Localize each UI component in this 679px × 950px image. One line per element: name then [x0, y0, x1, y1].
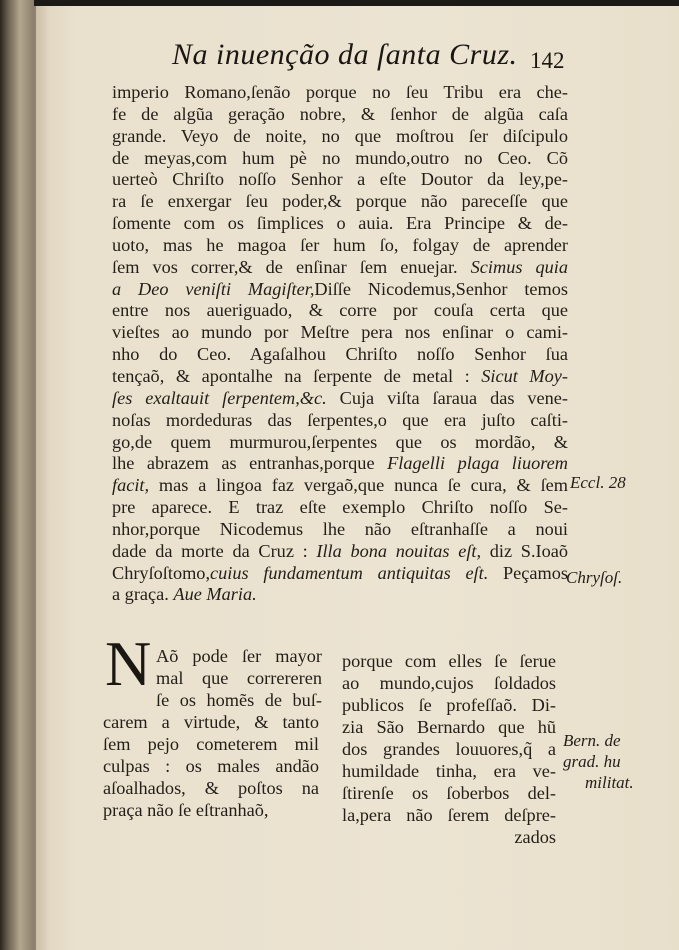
text-line: Chryſoſtomo,cuius fundamentum antiquitas eſt. Peçamos	[112, 562, 568, 583]
text-line: humildade tinha, era ve-	[342, 761, 556, 781]
text-line: a Deo veniſti Magiſter,Diſſe Nicodemus,Senhor temos	[112, 278, 568, 299]
text-line: publicos ſe profeſſaõ. Di-	[342, 695, 556, 715]
text-line: ſem pejo cometerem mil	[103, 734, 319, 754]
text-line: dade da morte da Cruz : Illa bona nouitas eſt, diz S.Ioaõ	[112, 540, 568, 561]
text-line: grande. Veyo de noite, no que moſtrou ſer diſcipulo	[112, 125, 568, 146]
text-line: la,pera não ſerem deſpre-	[342, 805, 556, 825]
text-line: nho do Ceo. Agaſalhou Chriſto noſſo Senhor ſua	[112, 344, 568, 365]
text-line: ra ſe enxergar ſeu poder,& porque não pareceſſe que	[112, 191, 568, 212]
text-line: imperio Romano,ſenão porque no ſeu Tribu era che-	[112, 82, 568, 102]
text-line: lhe abrazem as entranhas,porque Flagelli plaga liuorem	[112, 453, 568, 474]
column-left-bottom	[103, 711, 319, 821]
text-line: mal que correreren	[156, 668, 322, 688]
text-line: dos grandes louuores,q̃ a	[342, 739, 556, 759]
margin-note-chrys: Chryſoſ.	[566, 568, 623, 587]
text-line: noſas mordeduras das ſerpentes,o que era juſto caſti-	[112, 409, 568, 430]
text-line: facit, mas a lingoa faz vergaõ,que nunca ſe cura, & ſem	[112, 475, 568, 496]
text-line: de meyas,com hum pè no mundo,outro no Ceo. Cõ	[112, 147, 568, 168]
text-line: ao mundo,cujos ſoldados	[342, 673, 556, 693]
text-line: ſomente com os ſimplices o auia. Era Principe & de-	[112, 213, 568, 234]
margin-note-bern-1: Bern. de	[563, 731, 621, 750]
text-line: a graça. Aue Maria.	[112, 584, 257, 605]
running-head: Na inuenção da ſanta Cruz.	[172, 38, 518, 71]
column-left-top	[156, 645, 322, 711]
main-text-block	[112, 82, 568, 606]
text-line: vieſtes ao mundo por Meſtre pera nos enſinar o cami-	[112, 322, 568, 343]
text-line: pre aparece. E traz eſte exemplo Chriſto noſſo Se-	[112, 497, 568, 518]
text-line: culpas : os males andão	[103, 756, 319, 776]
text-line: nhor,porque Nicodemus lhe não eſtranhaſſe a noui	[112, 518, 568, 539]
margin-note-bern-3: militat.	[585, 773, 634, 792]
text-line: zados	[514, 827, 556, 847]
text-line: aſoalhados, & poſtos na	[103, 778, 319, 798]
text-line: entre nos aueriguado, & corre por couſa certa que	[112, 300, 568, 321]
text-line: porque com elles ſe ſerue	[342, 651, 556, 671]
text-line: uoto, mas he magoa ſer hum ſo, folgay de aprender	[112, 234, 568, 255]
page-number: 142	[530, 48, 565, 73]
text-line: ſe os homẽs de buſ-	[156, 690, 322, 710]
text-line: ſes exaltauit ſerpentem,&c. Cuja viſta ſaraua das vene-	[112, 387, 568, 408]
text-line: go,de quem murmurou,ſerpentes que os mordão, &	[112, 431, 568, 452]
text-line: uerteò Chriſto noſſo Senhor a eſte Doutor da ley,pe-	[112, 169, 568, 190]
column-right	[342, 650, 556, 848]
book-gutter	[0, 0, 34, 950]
text-line: ſem vos correr,& de enſinar ſem enuejar. Scimus quia	[112, 256, 568, 277]
margin-note-bern-2: grad. hu	[563, 752, 621, 771]
text-line: zia São Bernardo que hũ	[342, 717, 556, 737]
text-line: ſtirenſe os ſoberbos del-	[342, 783, 556, 803]
text-line: carem a virtude, & tanto	[103, 712, 319, 732]
drop-cap: N	[105, 628, 152, 699]
text-line: Aõ pode ſer mayor	[156, 646, 322, 666]
text-line: praça não ſe eſtranhaõ,	[103, 800, 269, 820]
margin-note-eccl: Eccl. 28	[570, 473, 626, 492]
text-line: tençaõ, & apontalhe na ſerpente de metal : Sicut Moy-	[112, 365, 568, 386]
text-line: fe de algũa geração nobre, & ſenhor de algũa caſa	[112, 103, 568, 124]
